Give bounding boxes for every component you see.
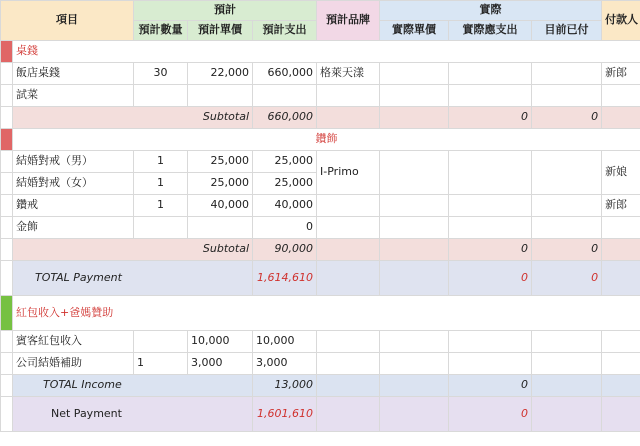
cell-actual-due[interactable] bbox=[449, 85, 532, 107]
subtotal-due[interactable]: 0 bbox=[449, 107, 532, 129]
cell-qty[interactable]: 1 bbox=[134, 173, 188, 195]
cell-item[interactable]: 公司結婚補助 bbox=[13, 353, 134, 375]
cell-unit[interactable]: 25,000 bbox=[188, 173, 253, 195]
cell-qty[interactable] bbox=[134, 331, 188, 353]
cell-actual-due[interactable] bbox=[449, 217, 532, 239]
total-income-due[interactable]: 0 bbox=[449, 375, 532, 397]
cell-actual-due[interactable] bbox=[449, 63, 532, 85]
cell-total[interactable] bbox=[253, 85, 317, 107]
section-title-jewelry[interactable]: 鑽飾 bbox=[13, 129, 640, 151]
net-payment-total[interactable]: 1,601,610 bbox=[253, 397, 317, 432]
total-payment-due[interactable]: 0 bbox=[449, 261, 532, 296]
header-budget-unit[interactable]: 預計單價 bbox=[188, 21, 253, 41]
section-color-marker bbox=[1, 296, 13, 331]
subtotal-label[interactable]: Subtotal bbox=[13, 107, 253, 129]
net-payment-label[interactable]: Net Payment bbox=[13, 397, 253, 432]
total-payment-paid[interactable]: 0 bbox=[532, 261, 602, 296]
section-color-marker bbox=[1, 41, 13, 63]
cell-qty[interactable] bbox=[134, 85, 188, 107]
cell-actual-unit[interactable] bbox=[380, 63, 449, 85]
cell-total[interactable]: 0 bbox=[253, 217, 317, 239]
table-row bbox=[1, 195, 640, 217]
cell-unit[interactable]: 25,000 bbox=[188, 151, 253, 173]
cell-actual-unit[interactable] bbox=[380, 195, 449, 217]
cell-paid[interactable] bbox=[532, 63, 602, 85]
cell-brand[interactable] bbox=[317, 85, 380, 107]
cell-paid[interactable] bbox=[532, 195, 602, 217]
total-income-label[interactable]: TOTAL Income bbox=[13, 375, 253, 397]
cell-paid[interactable] bbox=[532, 85, 602, 107]
cell-payer[interactable]: 新郎 bbox=[602, 63, 640, 85]
cell-item[interactable]: 賓客紅包收入 bbox=[13, 331, 134, 353]
header-group-row bbox=[1, 1, 640, 21]
cell-payer[interactable] bbox=[602, 217, 640, 239]
header-item[interactable]: 項目 bbox=[1, 1, 134, 41]
section-title-row bbox=[1, 41, 640, 63]
cell-qty[interactable] bbox=[134, 217, 188, 239]
total-payment-row bbox=[1, 261, 640, 296]
cell-item[interactable]: 金飾 bbox=[13, 217, 134, 239]
table-row bbox=[1, 353, 640, 375]
cell-item[interactable]: 結婚對戒（女） bbox=[13, 173, 134, 195]
cell-qty[interactable]: 1 bbox=[134, 151, 188, 173]
cell-total[interactable]: 40,000 bbox=[253, 195, 317, 217]
section-title-row bbox=[1, 129, 640, 151]
subtotal-due[interactable]: 0 bbox=[449, 239, 532, 261]
cell-actual-due[interactable] bbox=[449, 195, 532, 217]
total-income-total[interactable]: 13,000 bbox=[253, 375, 317, 397]
total-payment-total[interactable]: 1,614,610 bbox=[253, 261, 317, 296]
subtotal-row bbox=[1, 239, 640, 261]
cell-brand[interactable] bbox=[317, 195, 380, 217]
cell-unit[interactable]: 22,000 bbox=[188, 63, 253, 85]
total-income-row bbox=[1, 375, 640, 397]
cell-paid[interactable] bbox=[532, 217, 602, 239]
table-row bbox=[1, 63, 640, 85]
cell-total[interactable]: 25,000 bbox=[253, 151, 317, 173]
header-budget-qty[interactable]: 預計數量 bbox=[134, 21, 188, 41]
cell-unit[interactable] bbox=[188, 217, 253, 239]
cell-actual-due[interactable] bbox=[449, 151, 532, 195]
subtotal-label[interactable]: Subtotal bbox=[13, 239, 253, 261]
subtotal-total[interactable]: 660,000 bbox=[253, 107, 317, 129]
header-budget-group[interactable]: 預計 bbox=[134, 1, 317, 21]
net-payment-row bbox=[1, 397, 640, 432]
cell-unit[interactable]: 10,000 bbox=[188, 331, 253, 353]
cell-payer[interactable]: 新娘 bbox=[602, 151, 640, 195]
cell-item[interactable]: 鑽戒 bbox=[13, 195, 134, 217]
cell-qty[interactable]: 30 bbox=[134, 63, 188, 85]
total-payment-label[interactable]: TOTAL Payment bbox=[13, 261, 253, 296]
cell-item[interactable]: 結婚對戒（男） bbox=[13, 151, 134, 173]
section-title-row bbox=[1, 296, 640, 331]
header-payer[interactable]: 付款人 bbox=[602, 1, 640, 41]
header-paid-so-far[interactable]: 目前已付 bbox=[532, 21, 602, 41]
cell-qty[interactable]: 1 bbox=[134, 353, 188, 375]
section-title-income[interactable]: 紅包收入+爸媽贊助 bbox=[13, 296, 640, 331]
header-actual-group[interactable]: 實際 bbox=[380, 1, 602, 21]
cell-brand[interactable]: 格萊天漾 bbox=[317, 63, 380, 85]
cell-paid[interactable] bbox=[532, 151, 602, 195]
cell-actual-unit[interactable] bbox=[380, 217, 449, 239]
cell-item[interactable]: 飯店桌錢 bbox=[13, 63, 134, 85]
cell-qty[interactable]: 1 bbox=[134, 195, 188, 217]
cell-actual-unit[interactable] bbox=[380, 151, 449, 195]
table-row bbox=[1, 331, 640, 353]
subtotal-paid[interactable]: 0 bbox=[532, 239, 602, 261]
cell-total[interactable]: 660,000 bbox=[253, 63, 317, 85]
subtotal-row bbox=[1, 107, 640, 129]
net-payment-due[interactable]: 0 bbox=[449, 397, 532, 432]
cell-actual-unit[interactable] bbox=[380, 85, 449, 107]
header-budget-total[interactable]: 預計支出 bbox=[253, 21, 317, 41]
header-budget-brand[interactable]: 預計品牌 bbox=[317, 1, 380, 41]
cell-total[interactable]: 10,000 bbox=[253, 331, 317, 353]
header-actual-due[interactable]: 實際應支出 bbox=[449, 21, 532, 41]
subtotal-paid[interactable]: 0 bbox=[532, 107, 602, 129]
cell-payer[interactable] bbox=[602, 85, 640, 107]
cell-brand-merged[interactable]: I-Primo bbox=[317, 151, 380, 195]
cell-payer[interactable]: 新郎 bbox=[602, 195, 640, 217]
cell-unit[interactable] bbox=[188, 85, 253, 107]
table-row bbox=[1, 85, 640, 107]
cell-brand[interactable] bbox=[317, 217, 380, 239]
table-row bbox=[1, 217, 640, 239]
header-actual-unit[interactable]: 實際單價 bbox=[380, 21, 449, 41]
cell-total[interactable]: 3,000 bbox=[253, 353, 317, 375]
subtotal-total[interactable]: 90,000 bbox=[253, 239, 317, 261]
cell-unit[interactable]: 3,000 bbox=[188, 353, 253, 375]
cell-total[interactable]: 25,000 bbox=[253, 173, 317, 195]
table-row bbox=[1, 151, 640, 173]
cell-item[interactable]: 試菜 bbox=[13, 85, 134, 107]
section-title-banquet[interactable]: 桌錢 bbox=[13, 41, 640, 63]
section-color-marker bbox=[1, 129, 13, 151]
cell-unit[interactable]: 40,000 bbox=[188, 195, 253, 217]
